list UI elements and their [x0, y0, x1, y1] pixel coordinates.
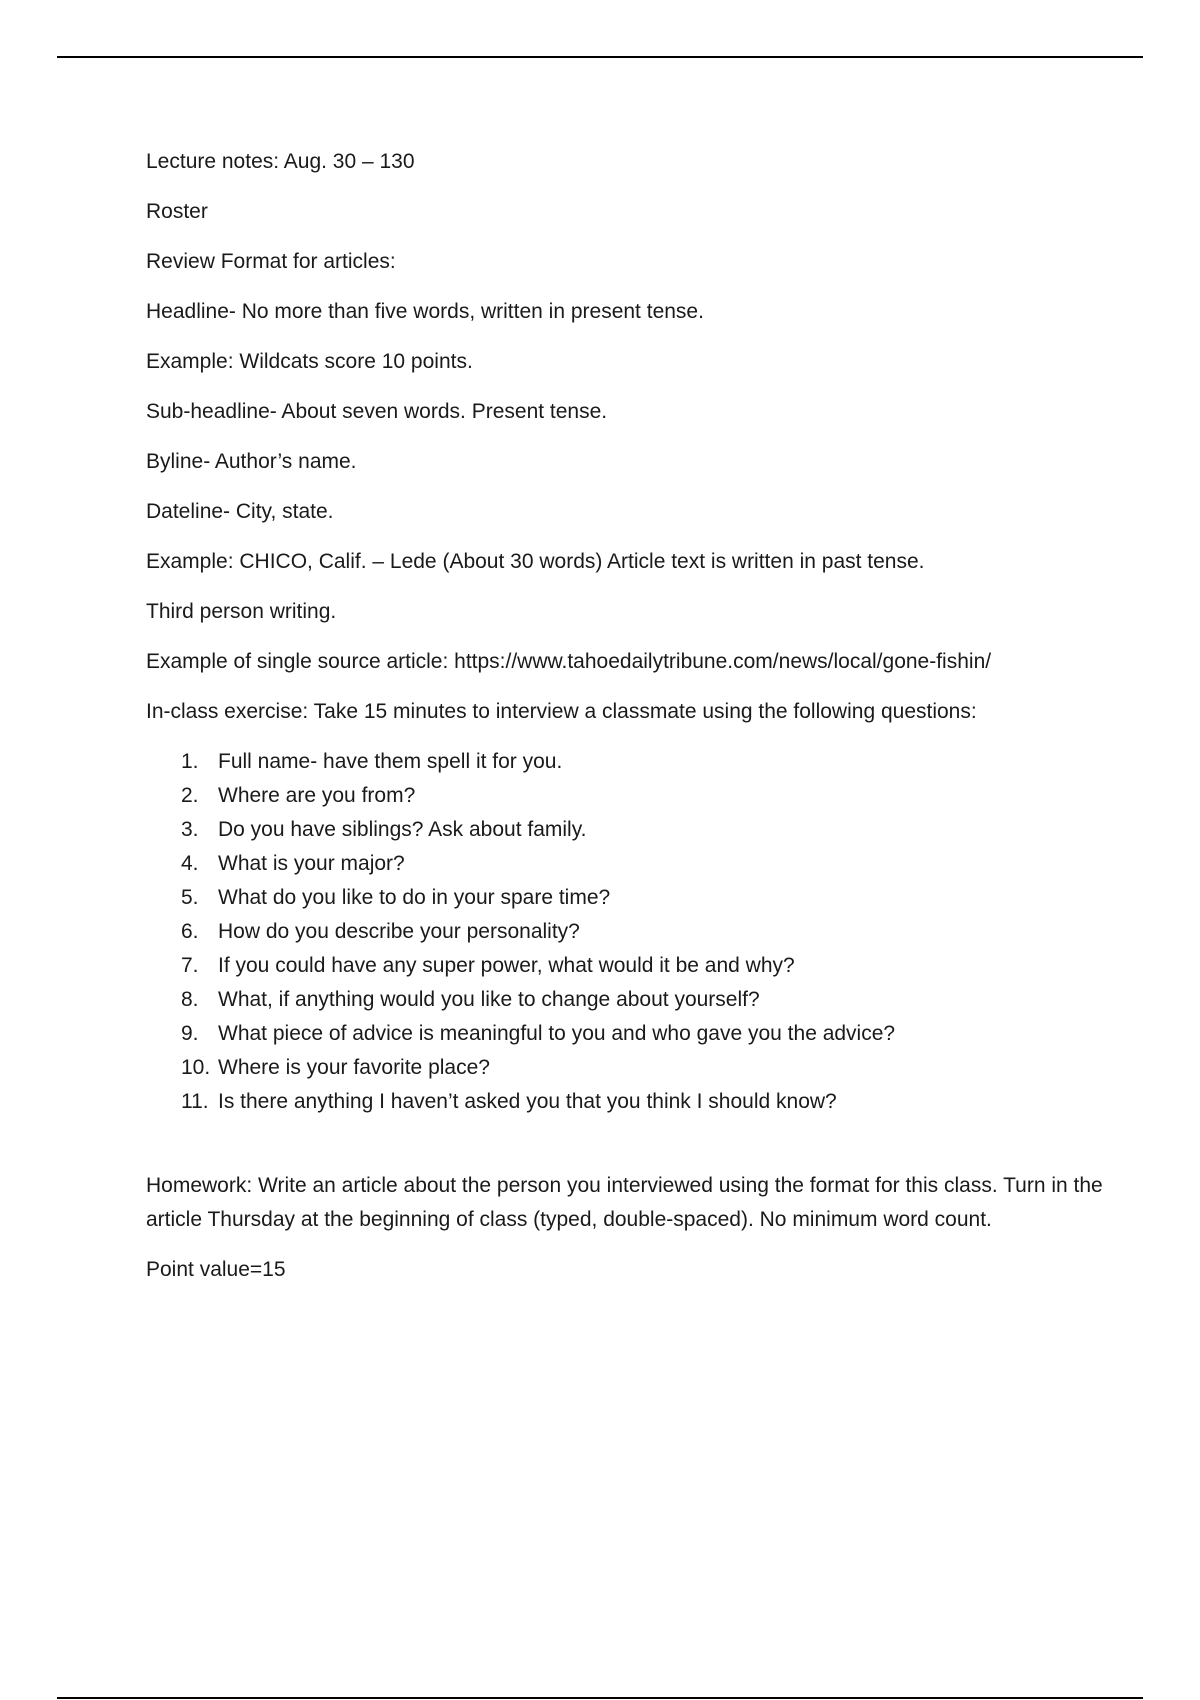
list-item-text: Is there anything I haven’t asked you that you think I should know?	[218, 1090, 837, 1113]
roster-line: Roster	[146, 200, 208, 223]
dateline-line: Dateline- City, state.	[146, 500, 334, 523]
headline-rule-line: Headline- No more than five words, written in present tense.	[146, 300, 704, 323]
footer-rule	[57, 1697, 1143, 1699]
point-value-line: Point value=15	[146, 1258, 286, 1281]
list-item	[146, 1051, 1106, 1085]
document-body	[146, 145, 1106, 1303]
headline-example-line: Example: Wildcats score 10 points.	[146, 350, 473, 373]
byline-line: Byline- Author’s name.	[146, 450, 357, 473]
lecture-title: Lecture notes: Aug. 30 – 130	[146, 150, 415, 173]
list-item-text: What do you like to do in your spare time?	[218, 886, 611, 909]
list-item-text: Where is your favorite place?	[218, 1056, 490, 1079]
homework-paragraph: Homework: Write an article about the person you interviewed using the format for this class. Turn in the article Thursday at the beginning of class (typed, double-spaced). No minimum word count.	[146, 1174, 1103, 1231]
list-item-text: How do you describe your personality?	[218, 920, 580, 943]
list-item	[146, 779, 1106, 813]
list-item	[146, 881, 1106, 915]
list-item-text: What, if anything would you like to change about yourself?	[218, 988, 760, 1011]
list-item	[146, 847, 1106, 881]
interview-questions-list	[146, 745, 1106, 1119]
list-item	[146, 915, 1106, 949]
list-item	[146, 949, 1106, 983]
list-item-number: 1.	[181, 750, 199, 773]
header-rule	[57, 56, 1143, 58]
section-spacer	[146, 1119, 1106, 1169]
list-item-number: 5.	[181, 886, 199, 909]
list-item-text: Full name- have them spell it for you.	[218, 750, 563, 773]
list-item-text: What piece of advice is meaningful to you and who gave you the advice?	[218, 1022, 896, 1045]
list-item	[146, 1085, 1106, 1119]
list-item-number: 10.	[181, 1056, 211, 1079]
list-item-number: 8.	[181, 988, 199, 1011]
list-item-number: 2.	[181, 784, 199, 807]
list-item-text: If you could have any super power, what would it be and why?	[218, 954, 795, 977]
list-item	[146, 745, 1106, 779]
list-item-number: 6.	[181, 920, 199, 943]
list-item	[146, 813, 1106, 847]
list-item-number: 9.	[181, 1022, 199, 1045]
subheadline-line: Sub-headline- About seven words. Present tense.	[146, 400, 608, 423]
list-item-number: 11.	[181, 1090, 209, 1113]
list-item	[146, 1017, 1106, 1051]
list-item-text: Where are you from?	[218, 784, 416, 807]
review-format-line: Review Format for articles:	[146, 250, 396, 273]
third-person-line: Third person writing.	[146, 600, 337, 623]
list-item-number: 7.	[181, 954, 199, 977]
list-item	[146, 983, 1106, 1017]
list-item-text: What is your major?	[218, 852, 405, 875]
list-item-number: 3.	[181, 818, 199, 841]
exercise-line: In-class exercise: Take 15 minutes to interview a classmate using the following questions:	[146, 700, 977, 723]
list-item-text: Do you have siblings? Ask about family.	[218, 818, 587, 841]
dateline-example-line: Example: CHICO, Calif. – Lede (About 30 words) Article text is written in past tense.	[146, 550, 925, 573]
single-source-example-line: Example of single source article: https://www.tahoedailytribune.com/news/local/gone-fishin/	[146, 650, 992, 673]
list-item-number: 4.	[181, 852, 199, 875]
